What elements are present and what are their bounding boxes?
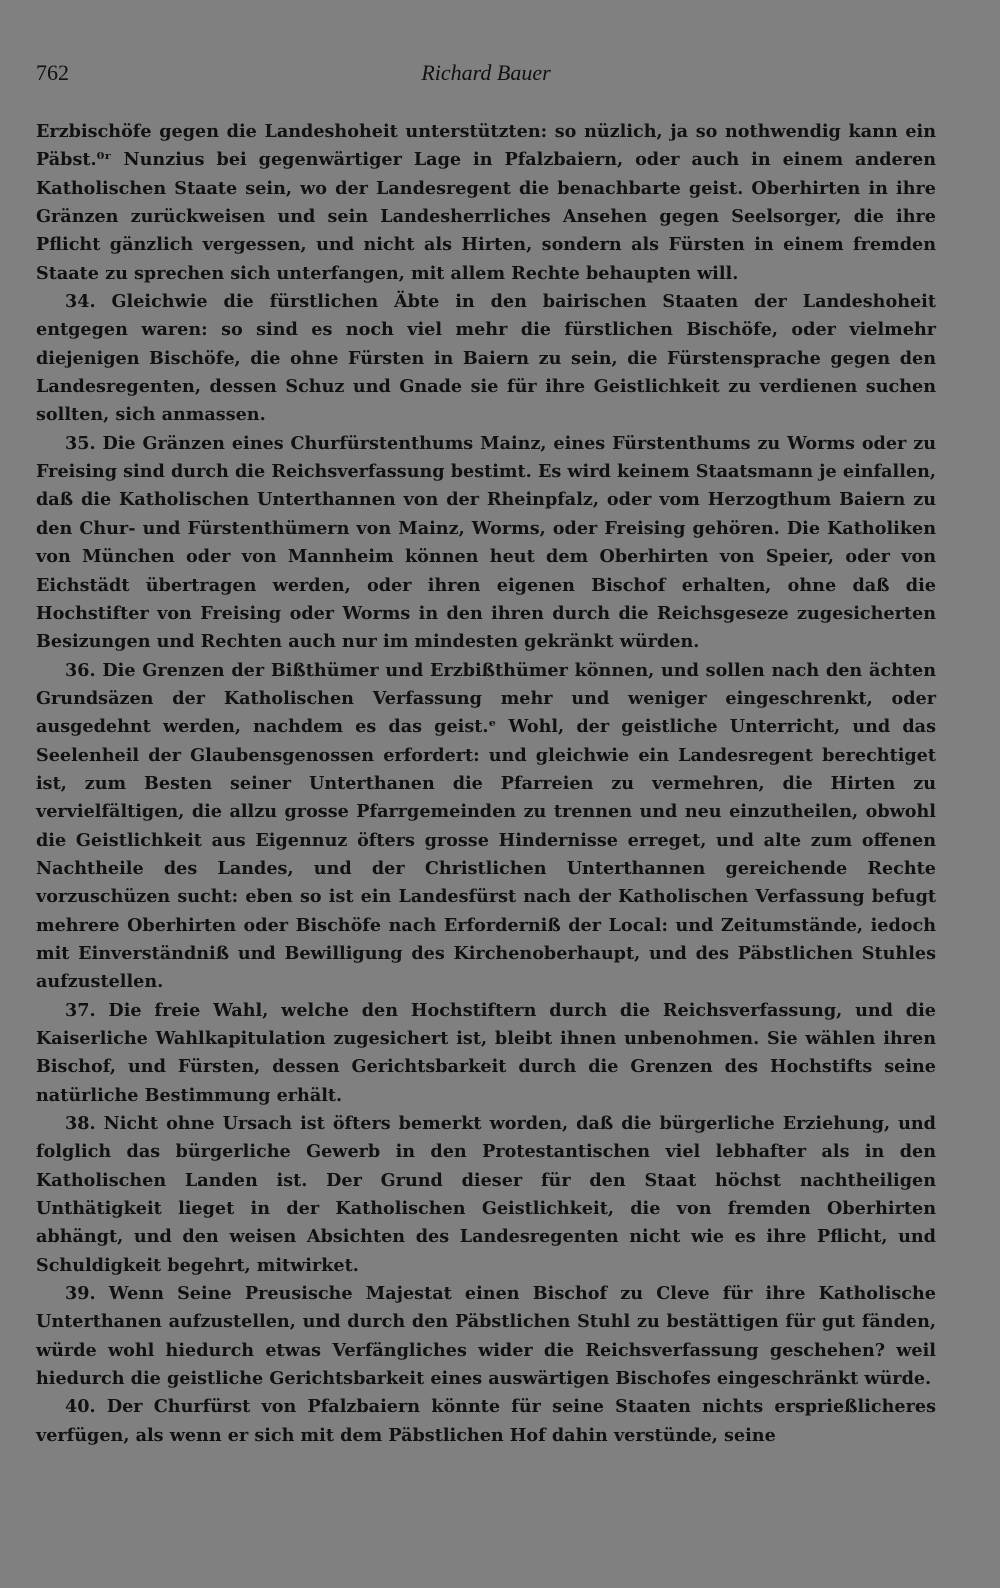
paragraph-40: 40. Der Churfürst von Pfalzbaiern könnte für seine Staaten nichts ersprießlicheres verfügen, als wenn er sich mit dem Päbstlichen Hof dahin verstünde, seine (36, 1396, 936, 1446)
paragraph-36: 36. Die Grenzen der Bißthümer und Erzbißthümer können, und sollen nach den ächten Grundsäzen der Katholischen Verfassung mehr und weniger eingeschrenkt, oder ausgedehnt werden, nachdem es das geist.ᵉ Wohl, der geistliche Unterricht, und das Seelenheil der Glaubensgenossen erfordert: und gleichwie ein Landesregent berechtiget ist, zum Besten seiner Unterthanen die Pfarreien zu vermehren, die Hirten zu vervielfältigen, die allzu grosse Pfarrgemeinden zu trennen und neu einzutheilen, obwohl die Geistlichkeit aus Eigennuz öfters grosse Hindernisse erreget, und alte zum offenen Nachtheile des Landes, und der Christlichen Unterthannen gereichende Rechte vorzuschüzen sucht: eben so ist ein Landesfürst nach der Katholischen Verfassung befugt mehrere Oberhirten oder Bischöfe nach Erforderniß der Local: und Zeitumstände, iedoch mit Einverständniß und Bewilligung des Kirchenoberhaupt, und des Päbstlichen Stuhles aufzustellen. (36, 659, 936, 993)
paragraph-34: 34. Gleichwie die fürstlichen Äbte in den bairischen Staaten der Landeshoheit entgegen waren: so sind es noch viel mehr die fürstlichen Bischöfe, oder vielmehr diejenigen Bischöfe, die ohne Fürsten in Baiern zu sein, die Fürstensprache gegen den Landesregenten, dessen Schuz und Gnade sie für ihre Geistlichkeit zu verdienen suchen sollten, sich anmassen. (36, 291, 936, 426)
running-head: Richard Bauer (421, 60, 551, 85)
body-text (36, 118, 936, 1450)
page-number: 762 (36, 60, 69, 85)
paragraph: Erzbischöfe gegen die Landeshoheit unterstützten: so nüzlich, ja so nothwendig kann ein Päbst.⁰ʳ Nunzius bei gegenwärtiger Lage in Pfalzbaiern, oder auch in einem anderen Katholischen Staate sein, wo der Landesregent die benachbarte geist. Oberhirten in ihre Gränzen zurückweisen und sein Landesherrliches Ansehen gegen Seelsorger, die ihre Pflicht gänzlich vergessen, und nicht als Hirten, sondern als Fürsten in einem fremden Staate zu sprechen sich unterfangen, mit allem Rechte behaupten will. (36, 121, 936, 284)
paragraph-38: 38. Nicht ohne Ursach ist öfters bemerkt worden, daß die bürgerliche Erziehung, und folglich das bürgerliche Gewerb in den Protestantischen viel lebhafter als in den Katholischen Landen ist. Der Grund dieser für den Staat höchst nachtheiligen Unthätigkeit lieget in der Katholischen Geistlichkeit, die von fremden Oberhirten abhängt, und den weisen Absichten des Landesregenten nicht wie es ihre Pflicht, und Schuldigkeit begehrt, mitwirket. (36, 1113, 936, 1276)
page-header (36, 60, 936, 92)
paragraph-37: 37. Die freie Wahl, welche den Hochstiftern durch die Reichsverfassung, und die Kaiserliche Wahlkapitulation zugesichert ist, bleibt ihnen unbenohmen. Sie wählen ihren Bischof, und Fürsten, dessen Gerichtsbarkeit durch die Grenzen des Hochstifts seine natürliche Bestimmung erhält. (36, 999, 936, 1106)
paragraph-39: 39. Wenn Seine Preusische Majestat einen Bischof zu Cleve für ihre Katholische Unterthanen aufzustellen, und durch den Päbstlichen Stuhl zu bestättigen für gut fänden, würde wohl hiedurch etwas Verfängliches wider die Reichsverfassung geschehen? weil hiedurch die geistliche Gerichtsbarkeit eines auswärtigen Bischofes eingeschränkt würde. (36, 1283, 936, 1390)
paragraph-35: 35. Die Gränzen eines Churfürstenthums Mainz, eines Fürstenthums zu Worms oder zu Freising sind durch die Reichsverfassung bestimt. Es wird keinem Staatsmann je einfallen, daß die Katholischen Unterthannen von der Rheinpfalz, oder vom Herzogthum Baiern zu den Chur- und Fürstenthümern von Mainz, Worms, oder Freising gehören. Die Katholiken von München oder von Mannheim können heut dem Oberhirten von Speier, oder von Eichstädt übertragen werden, oder ihren eigenen Bischof erhalten, ohne daß die Hochstifter von Freising oder Worms in den ihren durch die Reichsgeseze zugesicherten Besizungen und Rechten auch nur im mindesten gekränkt würden. (36, 432, 936, 653)
